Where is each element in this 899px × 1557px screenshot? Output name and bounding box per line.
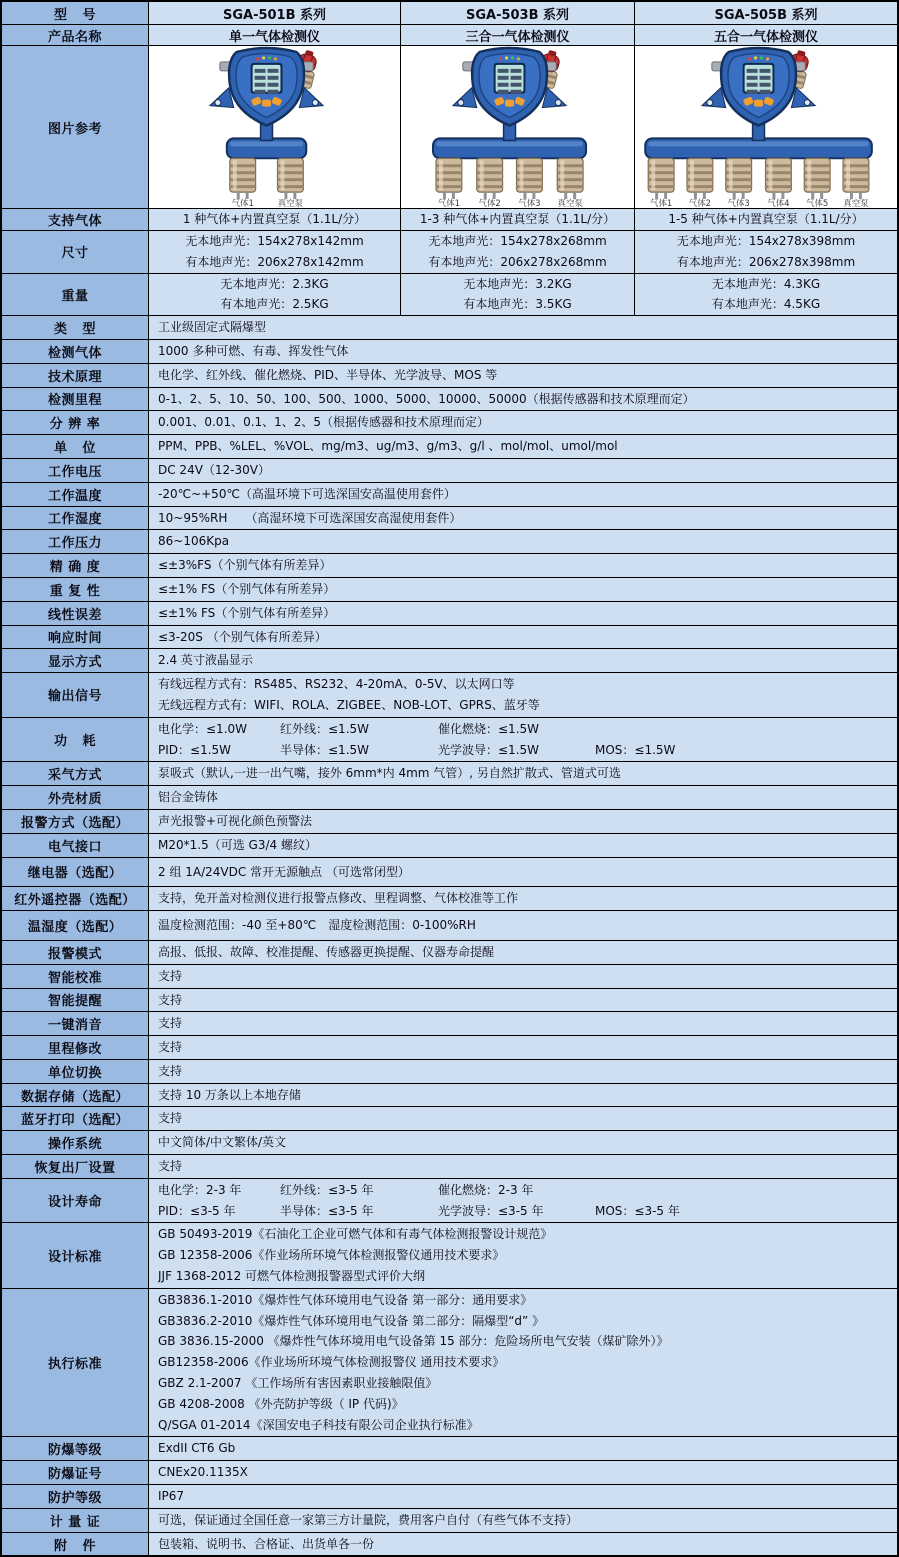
model-name: SGA-501B 系列 [149, 2, 401, 24]
row-value [149, 810, 897, 833]
table-row [2, 1460, 897, 1484]
value-segment: 电化学：2-3 年 [158, 1182, 242, 1197]
table-row [2, 785, 897, 809]
table-row [2, 1130, 897, 1154]
value-line: 支持 [158, 1016, 183, 1031]
model-name: SGA-503B 系列 [401, 2, 635, 24]
table-row [2, 1154, 897, 1178]
row-value [149, 388, 897, 411]
table-row [2, 761, 897, 785]
table-row [2, 1288, 897, 1437]
row-value [149, 1223, 897, 1287]
row-value [149, 858, 897, 887]
row-value [149, 673, 897, 717]
value-line: DC 24V（12-30V） [158, 462, 270, 477]
row-label: 智能提醒 [2, 989, 149, 1012]
value-line: 高报、低报、故障、校准提醒、传感器更换提醒、仪器寿命提醒 [158, 944, 495, 959]
row-label: 蓝牙打印（选配） [2, 1107, 149, 1130]
row-label: 重量 [2, 274, 149, 316]
row-value [149, 989, 897, 1012]
row-label: 设计标准 [2, 1223, 149, 1287]
row-label: 类 型 [2, 316, 149, 339]
value-segment: 光学波导：≤3-5 年 [438, 1203, 544, 1218]
row-label: 里程修改 [2, 1036, 149, 1059]
row-value [149, 1155, 897, 1178]
row-value [149, 435, 897, 458]
value-line: 工业级固定式隔爆型 [158, 320, 267, 335]
row-label: 图片参考 [2, 46, 149, 208]
row-label: 工作电压 [2, 459, 149, 482]
value-line [158, 719, 893, 740]
row-label: 工作压力 [2, 530, 149, 553]
row-value [149, 364, 897, 387]
row-value [149, 965, 897, 988]
row-label: 一键消音 [2, 1012, 149, 1035]
value-line: GB3836.2-2010《爆炸性气体环境用电气设备 第二部分：隔爆型“d” 》 [158, 1313, 545, 1328]
row-label: 尺寸 [2, 231, 149, 273]
row-label: 报警方式（选配） [2, 810, 149, 833]
sensor-label: 气体1 [650, 198, 673, 208]
value-line: 无本地声光：154x278x268mm [428, 234, 607, 248]
row-value [149, 554, 897, 577]
value-line: 支持 [158, 1111, 183, 1126]
value-line: -20℃~+50℃（高温环境下可选深国安高温使用套件） [158, 486, 456, 501]
row-value [149, 316, 897, 339]
value-line: 无本地声光：4.3KG [711, 276, 821, 291]
sensor-label: 气体3 [727, 198, 750, 208]
value-line: 无本地声光：154x278x398mm [676, 234, 856, 248]
value-line: IP67 [158, 1489, 185, 1504]
table-row [2, 1083, 897, 1107]
value-line: 支持 10 万条以上本地存储 [158, 1087, 301, 1102]
gas-sensor-icon [277, 158, 303, 208]
row-label: 响应时间 [2, 626, 149, 649]
value-line: ≤3-20S （个别气体有所差异） [158, 629, 327, 644]
row-value [149, 1036, 897, 1059]
row-label: 分 辨 率 [2, 411, 149, 434]
product-image [149, 46, 400, 208]
row-label: 重 复 性 [2, 578, 149, 601]
row-value [149, 459, 897, 482]
value-line: 86~106Kpa [158, 534, 230, 549]
value-line: 0.001、0.01、0.1、1、2、5（根据传感器和技术原理而定） [158, 415, 490, 430]
table-row [2, 886, 897, 910]
row-value [149, 786, 897, 809]
value-line: 有本地声光：2.5KG [220, 297, 329, 312]
value-line: PPM、PPB、%LEL、%VOL、mg/m3、ug/m3、g/m3、g/l 、mol/mol、umol/mol [158, 439, 618, 454]
value-segment: 红外线：≤3-5 年 [280, 1182, 374, 1197]
table-row [2, 601, 897, 625]
row-value [149, 1289, 897, 1437]
row-value [149, 209, 401, 230]
table-row [2, 1508, 897, 1532]
table-row [2, 857, 897, 887]
sensor-label: 气体1 [437, 198, 461, 208]
row-value [149, 762, 897, 785]
value-line: 泵吸式（默认,一进一出气嘴，接外 6mm*内 4mm 气管）, 另自然扩散式、管道式可选 [158, 766, 621, 781]
table-row [2, 717, 897, 762]
row-value [149, 911, 897, 940]
row-value [149, 626, 897, 649]
value-line: 有本地声光：206x278x398mm [676, 254, 856, 269]
value-segment: 电化学：≤1.0W [158, 721, 248, 736]
row-label: 恢复出厂设置 [2, 1155, 149, 1178]
value-line: 可选，保证通过全国任意一家第三方计量院，费用客户自付（有些气体不支持） [158, 1512, 579, 1527]
row-label: 红外遥控器（选配） [2, 887, 149, 910]
product-name: 单一气体检测仪 [149, 25, 401, 45]
row-value [149, 231, 401, 273]
value-line: GBZ 2.1-2007 《工作场所有害因素职业接触限值》 [158, 1376, 438, 1391]
product-image [401, 46, 634, 208]
table-row [2, 273, 897, 316]
value-line: GB 3836.15-2000 《爆炸性气体环境用电气设备第 15 部分：危险场所电气安装（煤矿除外）》 [158, 1334, 669, 1349]
table-row [2, 1035, 897, 1059]
gas-sensor-icon [477, 158, 503, 208]
value-line: ExdII CT6 Gb [158, 1441, 236, 1456]
value-line: 包装箱、说明书、合格证、出货单各一份 [158, 1536, 375, 1551]
product-name: 五合一气体检测仪 [713, 29, 818, 45]
row-label: 产品名称 [2, 25, 149, 45]
table-row [2, 648, 897, 672]
row-value [149, 1131, 897, 1154]
value-line: 无本地声光：3.2KG [463, 276, 572, 291]
value-line: 支持 [158, 1159, 183, 1174]
row-label: 显示方式 [2, 649, 149, 672]
row-value [401, 231, 635, 273]
value-segment: 半导体：≤3-5 年 [280, 1203, 374, 1218]
value-segment: 催化燃烧：2-3 年 [438, 1182, 534, 1197]
value-line: 支持 [158, 992, 183, 1007]
value-segment: MOS：≤3-5 年 [595, 1203, 680, 1218]
sensor-label: 气体2 [478, 198, 501, 208]
sensor-label: 气体1 [231, 198, 254, 208]
value-line: 1-5 种气体+内置真空泵（1.1L/分） [668, 212, 864, 227]
gas-sensor-icon [517, 158, 543, 208]
value-segment: MOS：≤1.5W [595, 742, 676, 757]
gas-sensor-icon [804, 158, 830, 208]
row-label: 执行标准 [2, 1289, 149, 1437]
row-label: 检测气体 [2, 340, 149, 363]
sensor-label: 气体3 [518, 198, 541, 208]
table-row-product-name [2, 24, 897, 45]
table-row [2, 230, 897, 273]
table-row [2, 553, 897, 577]
row-label: 防爆等级 [2, 1437, 149, 1460]
value-line: 有本地声光：3.5KG [463, 297, 572, 312]
row-value [149, 1084, 897, 1107]
row-value [149, 1509, 897, 1532]
product-image-cell [401, 46, 635, 208]
value-segment: PID：≤1.5W [158, 742, 232, 757]
value-line: 2 组 1A/24VDC 常开无源触点 （可选常闭型） [158, 864, 410, 879]
row-label: 采气方式 [2, 762, 149, 785]
row-value [149, 530, 897, 553]
row-value [149, 649, 897, 672]
row-label: 型 号 [2, 2, 149, 24]
row-label: 操作系统 [2, 1131, 149, 1154]
value-line: ≤±1% FS（个别气体有所差异） [158, 605, 336, 620]
table-row [2, 315, 897, 339]
table-row [2, 363, 897, 387]
row-label: 工作温度 [2, 483, 149, 506]
gas-sensor-icon [843, 158, 869, 208]
table-row [2, 506, 897, 530]
row-label: 智能校准 [2, 965, 149, 988]
value-segment: 催化燃烧：≤1.5W [438, 721, 540, 736]
row-value [149, 1533, 897, 1556]
row-label: 功 耗 [2, 718, 149, 762]
row-value [401, 274, 635, 316]
table-row [2, 458, 897, 482]
value-line: 有本地声光：4.5KG [711, 297, 821, 312]
row-label: 温湿度（选配） [2, 911, 149, 940]
row-label: 单 位 [2, 435, 149, 458]
table-row [2, 988, 897, 1012]
value-line: 温度检测范围：-40 至+80℃ 湿度检测范围：0-100%RH [158, 918, 476, 933]
row-value [149, 1485, 897, 1508]
row-value [149, 483, 897, 506]
table-row-images [2, 45, 897, 208]
value-line: 无本地声光：2.3KG [220, 276, 329, 291]
sensor-label: 真空泵 [557, 198, 583, 208]
row-value [635, 231, 897, 273]
table-row [2, 410, 897, 434]
gas-sensor-icon [726, 158, 752, 208]
row-value [149, 1461, 897, 1484]
value-line: 无本地声光：154x278x142mm [185, 234, 364, 248]
value-line: M20*1.5（可选 G3/4 螺纹） [158, 837, 317, 852]
row-value [149, 1060, 897, 1083]
value-line: 有线远程方式有：RS485、RS232、4-20mA、0-5V、以太网口等 [158, 677, 515, 692]
row-value [149, 340, 897, 363]
model-name: SGA-505B 系列 [714, 7, 818, 23]
table-row [2, 482, 897, 506]
product-image-cell [149, 46, 401, 208]
row-value [149, 834, 897, 857]
table-row [2, 577, 897, 601]
row-label: 技术原理 [2, 364, 149, 387]
value-line: 中文简体/中文繁体/英文 [158, 1135, 287, 1150]
row-value [149, 1107, 897, 1130]
value-line: GB3836.1-2010《爆炸性气体环境用电气设备 第一部分：通用要求》 [158, 1292, 533, 1307]
table-row [2, 1178, 897, 1223]
row-value [635, 209, 897, 230]
value-line: GB 50493-2019《石油化工企业可燃气体和有毒气体检测报警设计规范》 [158, 1227, 553, 1242]
value-line: 1 种气体+内置真空泵（1.1L/分） [182, 212, 367, 227]
product-name: 三合一气体检测仪 [401, 25, 635, 45]
table-row [2, 1059, 897, 1083]
value-line: JJF 1368-2012 可燃气体检测报警器型式评价大纲 [158, 1269, 426, 1284]
value-line: 有本地声光：206x278x268mm [428, 254, 607, 269]
value-line: 2.4 英寸液晶显示 [158, 653, 253, 668]
row-value [149, 274, 401, 316]
table-row [2, 387, 897, 411]
row-label: 精 确 度 [2, 554, 149, 577]
value-line: 1000 多种可燃、有毒、挥发性气体 [158, 343, 349, 358]
row-label: 数据存储（选配） [2, 1084, 149, 1107]
value-line: 0-1、2、5、10、50、100、500、1000、5000、10000、50000（根据传感器和技术原理而定） [158, 391, 695, 406]
value-line: 支持 [158, 1040, 183, 1055]
table-row-model [2, 2, 897, 24]
value-line: GB12358-2006《作业场所环境气体检测报警仪 通用技术要求》 [158, 1355, 505, 1370]
table-row [2, 809, 897, 833]
table-row [2, 833, 897, 857]
value-line: 铝合金铸体 [158, 790, 219, 805]
row-value [149, 507, 897, 530]
table-row [2, 1106, 897, 1130]
row-value [149, 887, 897, 910]
row-value [149, 1179, 897, 1223]
table-row [2, 208, 897, 230]
value-line: 支持，免开盖对检测仪进行报警点修改、里程调整、气体校准等工作 [158, 891, 519, 906]
row-label: 设计寿命 [2, 1179, 149, 1223]
row-label: 电气接口 [2, 834, 149, 857]
value-line: 声光报警+可视化颜色预警法 [158, 813, 313, 828]
value-line: ≤±3%FS（个别气体有所差异） [158, 558, 332, 573]
gas-sensor-icon [557, 158, 583, 208]
product-image-cell [635, 46, 897, 208]
row-label: 工作湿度 [2, 507, 149, 530]
value-line: 无线远程方式有：WIFI、ROLA、ZIGBEE、NOB-LOT、GPRS、蓝牙等 [158, 697, 540, 712]
table-row [2, 1532, 897, 1556]
row-value [149, 578, 897, 601]
row-value [401, 209, 635, 230]
sensor-label: 真空泵 [843, 198, 869, 208]
row-value [149, 411, 897, 434]
value-line: 电化学、红外线、催化燃烧、PID、半导体、光学波导、MOS 等 [158, 367, 498, 382]
row-label: 外壳材质 [2, 786, 149, 809]
table-row [2, 529, 897, 553]
table-row [2, 1484, 897, 1508]
table-row [2, 1011, 897, 1035]
value-line: 有本地声光：206x278x142mm [185, 254, 364, 269]
table-row [2, 964, 897, 988]
row-label: 继电器（选配） [2, 858, 149, 887]
value-line: Q/SGA 01-2014《深国安电子科技有限公司企业执行标准》 [158, 1417, 479, 1432]
value-line: GB 4208-2008 《外壳防护等级（ IP 代码)》 [158, 1396, 404, 1411]
table-row [2, 1436, 897, 1460]
table-row [2, 1222, 897, 1287]
table-row [2, 940, 897, 964]
row-label: 防爆证号 [2, 1461, 149, 1484]
row-value [149, 1012, 897, 1035]
value-line: 支持 [158, 968, 183, 983]
product-image [635, 46, 897, 208]
value-line: 10~95%RH （高湿环境下可选深国安高湿使用套件） [158, 510, 462, 525]
row-label: 防护等级 [2, 1485, 149, 1508]
value-line [158, 1180, 893, 1201]
gas-sensor-icon [687, 158, 713, 208]
gas-sensor-icon [648, 158, 674, 208]
value-line: GB 12358-2006《作业场所环境气体检测报警仪通用技术要求》 [158, 1248, 505, 1263]
value-line [158, 740, 893, 761]
value-segment: PID：≤3-5 年 [158, 1203, 236, 1218]
gas-sensor-icon [766, 158, 792, 208]
value-line: ≤±1% FS（个别气体有所差异） [158, 581, 336, 596]
gas-sensor-icon [230, 158, 256, 208]
row-value [149, 602, 897, 625]
row-label: 线性误差 [2, 602, 149, 625]
row-label: 输出信号 [2, 673, 149, 717]
value-line [158, 1201, 893, 1222]
row-label: 单位切换 [2, 1060, 149, 1083]
row-label: 计 量 证 [2, 1509, 149, 1532]
value-segment: 光学波导：≤1.5W [438, 742, 540, 757]
table-row [2, 910, 897, 940]
gas-sensor-icon [436, 158, 462, 208]
table-row [2, 339, 897, 363]
sensor-label: 气体5 [806, 198, 829, 208]
row-label: 报警模式 [2, 941, 149, 964]
sensor-label: 气体2 [688, 198, 712, 208]
value-segment: 半导体：≤1.5W [280, 742, 370, 757]
value-line: 1-3 种气体+内置真空泵（1.1L/分） [419, 212, 616, 227]
row-value [635, 274, 897, 316]
table-row [2, 625, 897, 649]
row-value [149, 1437, 897, 1460]
table-row [2, 434, 897, 458]
row-value [149, 718, 897, 762]
sensor-label: 真空泵 [277, 198, 304, 208]
row-label: 检测里程 [2, 388, 149, 411]
row-label: 附 件 [2, 1533, 149, 1556]
sensor-label: 气体4 [767, 198, 790, 208]
value-line: CNEx20.1135X [158, 1465, 248, 1480]
value-line: 支持 [158, 1063, 183, 1078]
table-row [2, 672, 897, 717]
row-value [149, 941, 897, 964]
row-label: 支持气体 [2, 209, 149, 230]
value-segment: 红外线：≤1.5W [280, 721, 370, 736]
